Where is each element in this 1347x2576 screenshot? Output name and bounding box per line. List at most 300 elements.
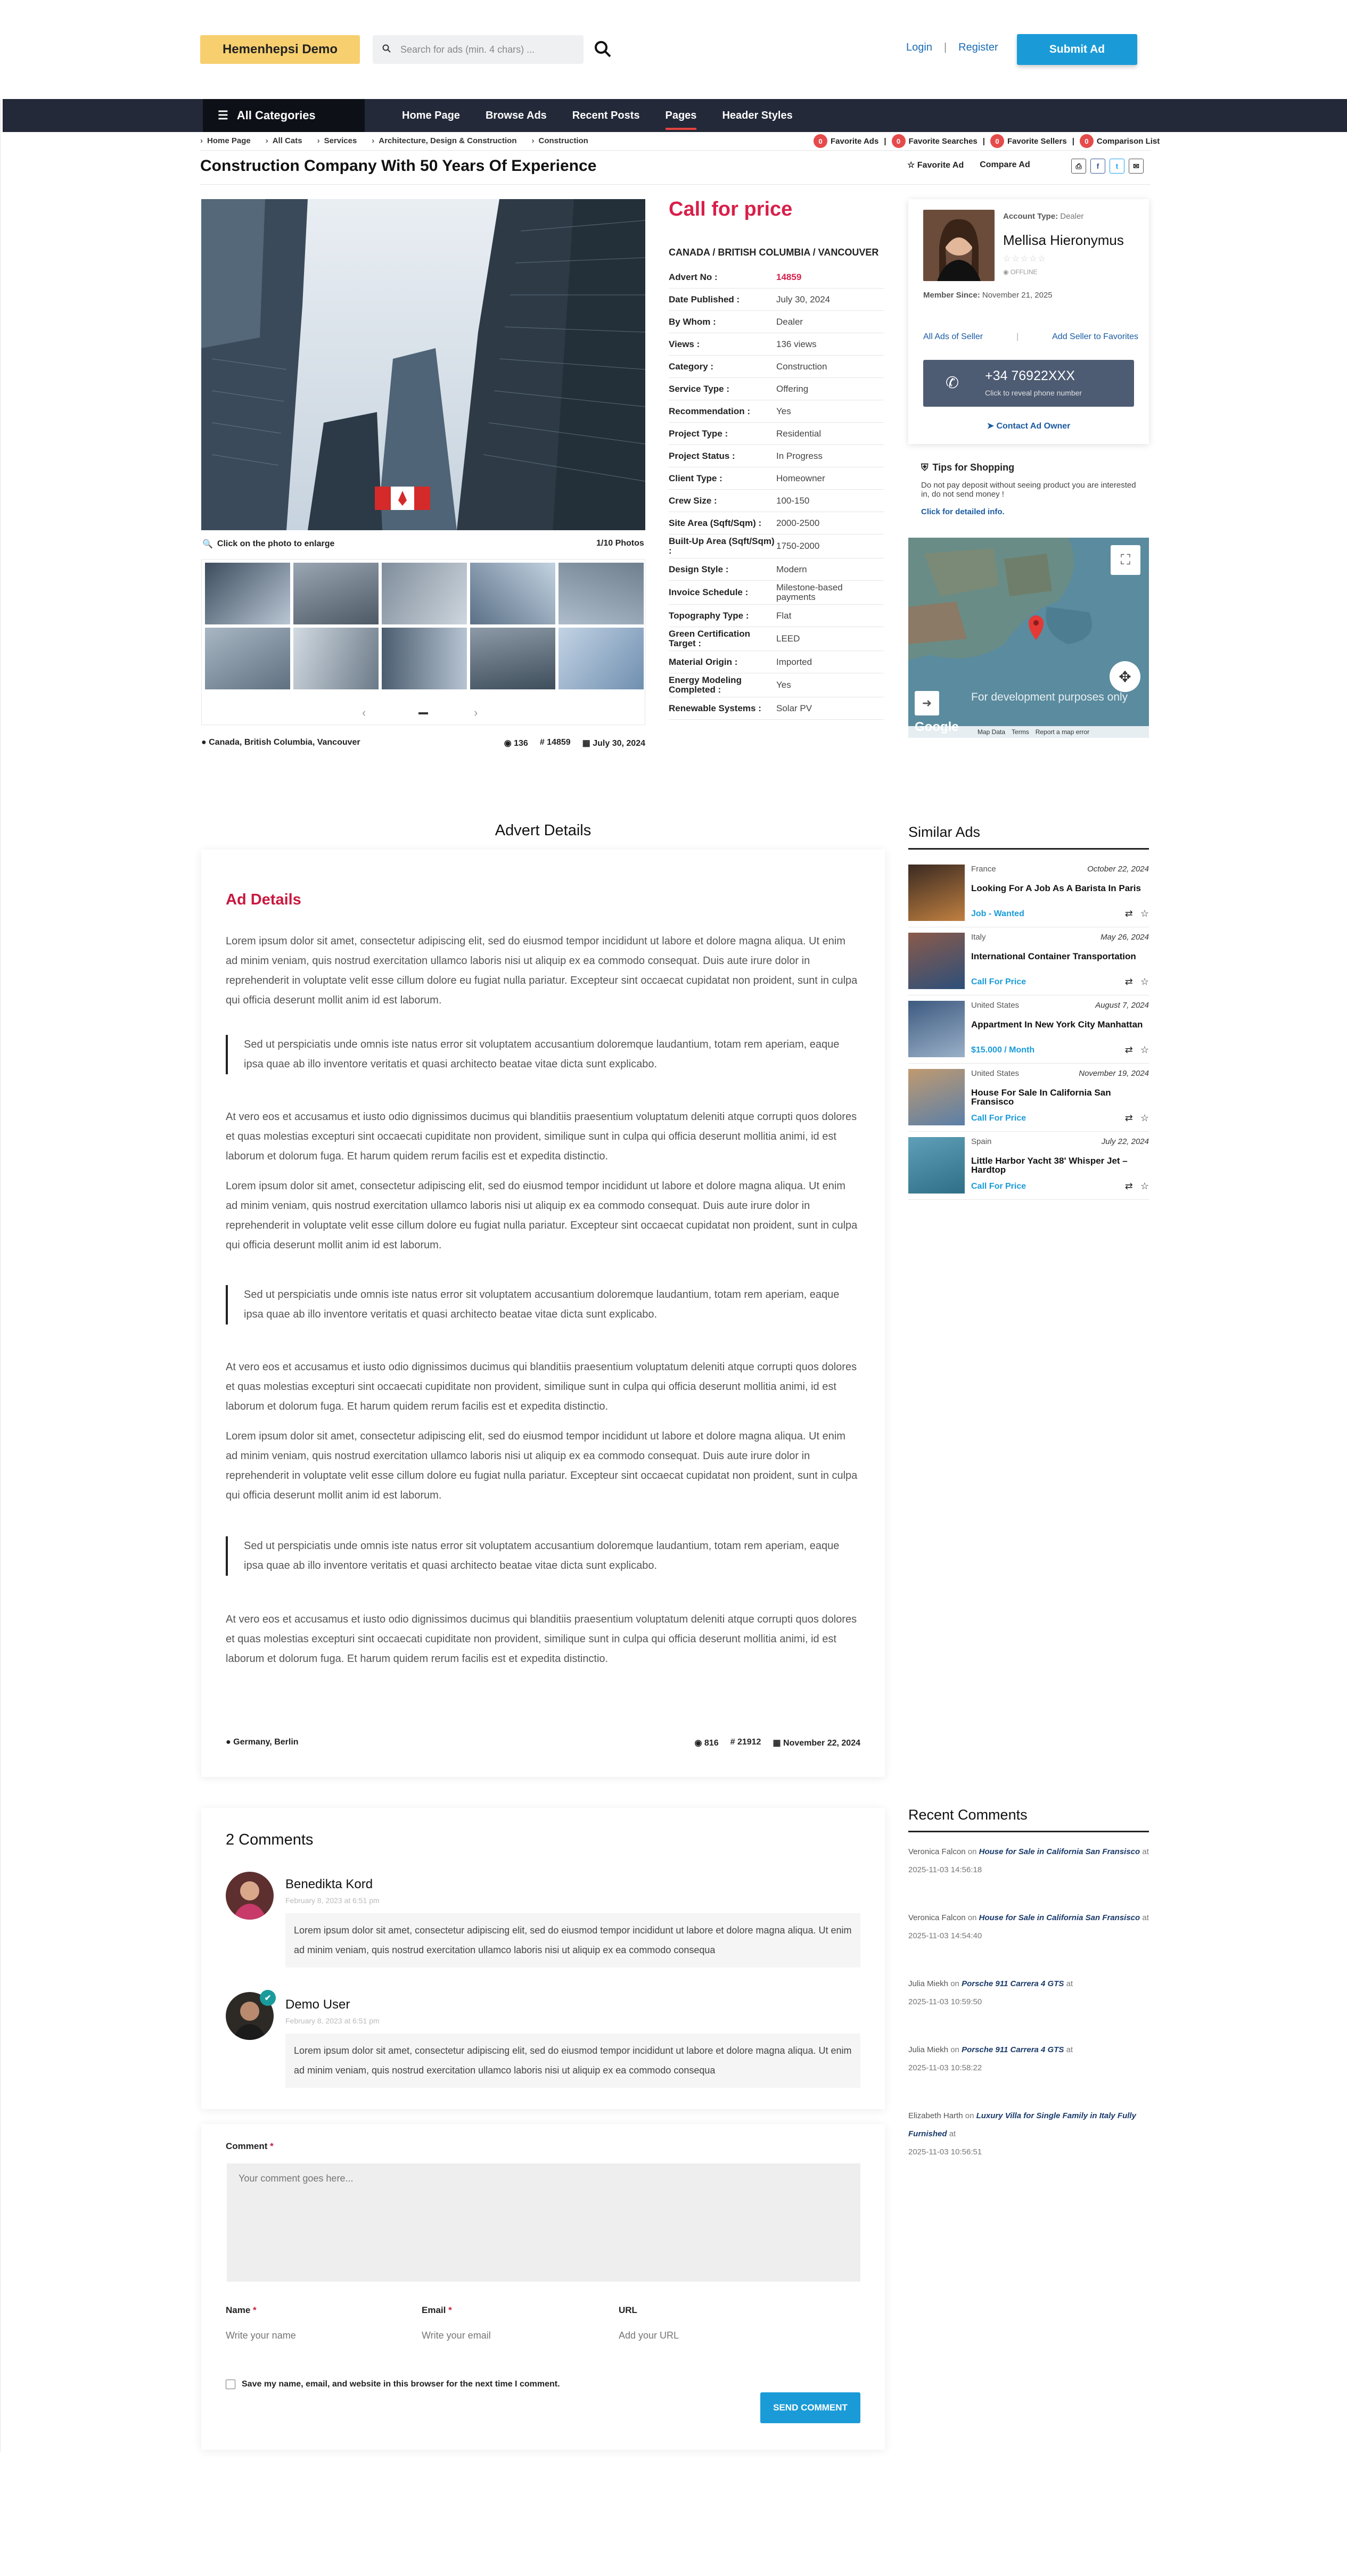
send-comment-button[interactable]: SEND COMMENT <box>760 2392 860 2423</box>
search-icon <box>594 40 612 58</box>
similar-ad-thumbnail[interactable] <box>908 1001 965 1057</box>
main-photo[interactable] <box>201 199 645 530</box>
breadcrumb <box>200 136 588 145</box>
search-input[interactable] <box>373 35 584 64</box>
compare-icon[interactable]: ⇄ <box>1124 1113 1133 1123</box>
location <box>201 738 360 748</box>
date-value: July 30, 2024 <box>593 739 645 748</box>
spec-value: Solar PV <box>776 703 812 713</box>
spec-value: 100-150 <box>776 495 810 506</box>
spec-label: Date Published : <box>669 294 740 304</box>
similar-ad-item[interactable] <box>908 1001 1149 1064</box>
breadcrumb-item[interactable]: › Construction <box>532 136 588 145</box>
similar-ad-thumbnail[interactable] <box>908 865 965 921</box>
similar-ad-title[interactable]: House For Sale In California San Fransisco <box>971 1088 1111 1107</box>
similar-ad-title[interactable]: Looking For A Job As A Barista In Paris <box>971 883 1141 893</box>
gallery-indicator <box>418 712 428 714</box>
spec-row <box>669 445 884 467</box>
send-icon: ➤ <box>987 422 994 431</box>
save-info-option <box>226 2380 560 2389</box>
email-field[interactable] <box>422 2327 597 2343</box>
views <box>694 1738 718 1748</box>
spec-label: By Whom : <box>669 316 716 327</box>
required-marker: * <box>253 2305 257 2315</box>
spec-row <box>669 266 884 289</box>
similar-ad-item[interactable] <box>908 1137 1149 1200</box>
next-photo-icon[interactable]: › <box>474 706 478 719</box>
spec-label: Topography Type : <box>669 610 749 621</box>
similar-ad-thumbnail[interactable] <box>908 1137 965 1194</box>
thumbnail[interactable] <box>558 628 644 689</box>
fullscreen-icon[interactable]: ⛶ <box>1111 545 1140 575</box>
search-icon <box>382 44 391 55</box>
thumbnail[interactable] <box>558 563 644 624</box>
thumbnail-strip <box>201 559 645 725</box>
favorite-ads-link[interactable] <box>814 134 878 148</box>
prev-photo-icon[interactable]: ‹ <box>362 706 366 719</box>
shield-icon: ⛨ <box>921 462 929 473</box>
listing-meta <box>201 738 645 748</box>
spec-label: Material Origin : <box>669 656 738 667</box>
favorites-bar <box>814 134 1160 148</box>
spec-row <box>669 605 884 627</box>
commenter-name: Benedikta Kord <box>285 1877 373 1891</box>
spec-row <box>669 356 884 378</box>
spec-row <box>669 311 884 333</box>
recent-comment-item <box>908 2041 1149 2077</box>
map-camera-control-icon[interactable]: ✥ <box>1110 661 1140 692</box>
recent-comment-post-link[interactable]: Porsche 911 Carrera 4 GTS <box>962 1979 1064 1988</box>
spec-label: Renewable Systems : <box>669 703 761 713</box>
thumbnail[interactable] <box>382 628 467 689</box>
contact-label: Contact Ad Owner <box>996 422 1071 431</box>
status-dot-icon: ◉ <box>1003 268 1009 276</box>
zoom-icon: 🔍 <box>202 540 213 549</box>
similar-ad-country: United States <box>971 1001 1020 1010</box>
spec-value: Milestone-based payments <box>776 582 843 602</box>
spec-row <box>669 512 884 534</box>
spec-row <box>669 423 884 445</box>
similar-ad-price: $15.000 / Month <box>971 1046 1035 1055</box>
comparison-list-link[interactable] <box>1080 134 1160 148</box>
tips-text: Do not pay deposit without seeing product you are interested in, do not send money ! <box>921 481 1136 499</box>
ad-details-heading: Ad Details <box>226 891 301 908</box>
recent-comment-at: at <box>949 2129 956 2138</box>
spec-label: Crew Size : <box>669 495 717 506</box>
spec-row <box>669 289 884 311</box>
email-icon[interactable]: ✉ <box>1129 159 1144 174</box>
spec-label: Site Area (Sqft/Sqm) : <box>669 517 762 528</box>
terms-link[interactable]: Terms <box>1012 728 1029 736</box>
spec-row <box>669 378 884 400</box>
spec-value: Imported <box>776 656 812 667</box>
all-categories-button[interactable] <box>203 99 365 132</box>
photo-count: 1/10 Photos <box>596 539 644 548</box>
similar-ad-thumbnail[interactable] <box>908 933 965 989</box>
recent-comment-post-link[interactable]: House for Sale in California San Fransisco <box>979 1847 1140 1856</box>
compare-icon[interactable]: ⇄ <box>1124 976 1133 987</box>
phone-icon: ✆ <box>946 374 959 392</box>
similar-ad-item[interactable] <box>908 865 1149 927</box>
breadcrumb-item[interactable]: › Architecture, Design & Construction <box>372 136 516 145</box>
recent-comment-on: on <box>967 1913 977 1922</box>
spec-label: Invoice Schedule : <box>669 587 749 597</box>
enlarge-label: Click on the photo to enlarge <box>217 539 335 548</box>
map-pin-icon: ● <box>226 1738 231 1747</box>
id-value: 21912 <box>737 1738 761 1747</box>
spec-label: Built-Up Area (Sqft/Sqm) : <box>669 536 775 556</box>
recent-comment-post-link[interactable]: House for Sale in California San Fransisco <box>979 1913 1140 1922</box>
comment-date: February 8, 2023 at 6:51 pm <box>285 1896 380 1905</box>
recent-comment-on: on <box>967 1847 977 1856</box>
star-icon[interactable]: ☆ <box>1140 976 1149 987</box>
url-field[interactable] <box>619 2327 794 2343</box>
shopping-tips <box>921 462 1145 516</box>
report-map-error-link[interactable]: Report a map error <box>1035 728 1090 736</box>
recent-comment-on: on <box>950 2045 959 2054</box>
comment-date: February 8, 2023 at 6:51 pm <box>285 2017 380 2025</box>
spec-row <box>669 651 884 673</box>
date-value: November 22, 2024 <box>783 1739 860 1748</box>
star-icon: ☆ <box>907 161 915 170</box>
spec-value: 14859 <box>776 271 802 282</box>
map-data-link[interactable]: Map Data <box>978 728 1006 736</box>
recent-comment-date: 2025-11-03 10:58:22 <box>908 2063 982 2072</box>
register-link[interactable]: Register <box>958 42 998 53</box>
nav-item-recent-posts[interactable]: Recent Posts <box>572 109 640 121</box>
all-ads-of-seller-link[interactable]: All Ads of Seller <box>923 332 983 341</box>
favorite-ad-label: Favorite Ad <box>917 161 964 170</box>
map-dev-warning: For development purposes only <box>971 691 1128 703</box>
spec-row <box>669 467 884 490</box>
nav-item-pages[interactable]: Pages <box>653 99 710 132</box>
thumbnail[interactable] <box>382 563 467 624</box>
separator: | <box>982 136 985 146</box>
nav-item-home[interactable]: Home Page <box>402 109 460 121</box>
name-label-text: Name <box>226 2305 251 2315</box>
phone-hint: Click to reveal phone number <box>985 389 1082 397</box>
compare-ad-button[interactable]: Compare Ad <box>980 160 1030 169</box>
eye-icon: ◉ <box>694 1739 702 1748</box>
nav-item-header-styles[interactable]: Header Styles <box>722 109 793 121</box>
spec-value: Construction <box>776 361 827 372</box>
description-quote: Sed ut perspiciatis unde omnis iste natus error sit voluptatem accusantium doloremque laudantium, totam rem aperiam, eaque ipsa quae ab illo inventore veritatis et quasi architecto beatae vitae dicta sunt explicabo. <box>226 1285 859 1324</box>
fav-label: Favorite Ads <box>831 136 879 146</box>
rating-stars: ☆☆☆☆☆ <box>1003 254 1047 264</box>
similar-ad-item[interactable] <box>908 933 1149 995</box>
compare-icon[interactable]: ⇄ <box>1124 908 1133 919</box>
recent-comment-author: Elizabeth Harth <box>908 2111 963 2120</box>
spec-value: Yes <box>776 680 791 690</box>
recent-comment-item <box>908 1843 1149 1879</box>
description-quote: Sed ut perspiciatis unde omnis iste natus error sit voluptatem accusantium doloremque laudantium, totam rem aperiam, eaque ipsa quae ab illo inventore veritatis et quasi architecto beatae vitae dicta sunt explicabo. <box>226 1536 859 1576</box>
fav-label: Favorite Sellers <box>1007 136 1067 146</box>
enlarge-hint <box>202 539 334 549</box>
facebook-icon[interactable]: f <box>1090 159 1105 174</box>
save-info-checkbox[interactable] <box>226 2380 235 2389</box>
spec-label: Recommendation : <box>669 406 751 416</box>
spec-label: Project Status : <box>669 450 735 461</box>
spec-table <box>669 266 884 720</box>
comment-textarea[interactable] <box>227 2163 860 2282</box>
separator: | <box>943 42 947 53</box>
account-type-label: Account Type: <box>1003 212 1058 221</box>
date <box>582 738 645 748</box>
add-seller-to-favorites-link[interactable]: Add Seller to Favorites <box>1052 332 1138 341</box>
recent-comment-item <box>908 1909 1149 1945</box>
recent-comments-heading: Recent Comments <box>908 1807 1149 1832</box>
similar-ad-price: Call For Price <box>971 977 1026 986</box>
comment-text: Lorem ipsum dolor sit amet, consectetur adipiscing elit, sed do eiusmod tempor incididunt ut labore et dolore magna aliqua. Ut enim ad minim veniam, quis nostrud exercitation ullamco laboris nisi ut aliquip ex ea commodo consequa <box>285 1913 860 1968</box>
star-icon[interactable]: ☆ <box>1140 908 1149 919</box>
views-value: 816 <box>704 1739 719 1748</box>
recent-comment-at: at <box>1142 1913 1149 1922</box>
member-since <box>923 291 1053 300</box>
views <box>504 738 528 748</box>
spec-value: In Progress <box>776 450 823 461</box>
count-badge: 0 <box>990 134 1004 148</box>
spec-label: Green Certification Target : <box>669 629 751 648</box>
spec-label: Advert No : <box>669 271 718 282</box>
seller-name[interactable]: Mellisa Hieronymus <box>1003 232 1124 248</box>
reveal-phone-button[interactable] <box>923 360 1134 407</box>
spec-value: Residential <box>776 428 822 439</box>
similar-ads-heading: Similar Ads <box>908 824 1149 850</box>
similar-ad-country: France <box>971 865 996 874</box>
star-icon[interactable]: ☆ <box>1140 1113 1149 1123</box>
location <box>226 1738 299 1748</box>
recent-comment-date: 2025-11-03 10:59:50 <box>908 1997 982 2006</box>
phone-number: +34 76922XXX <box>985 368 1075 383</box>
recent-comment-date: 2025-11-03 10:56:51 <box>908 2147 982 2157</box>
directions-icon[interactable]: ➜ <box>915 691 939 715</box>
views-value: 136 <box>514 739 528 748</box>
main-navbar <box>3 99 1347 132</box>
spec-label: Client Type : <box>669 473 722 483</box>
calendar-icon: ▦ <box>773 1739 781 1748</box>
search-button[interactable] <box>591 37 614 61</box>
star-icon[interactable]: ☆ <box>1140 1181 1149 1191</box>
separator: | <box>884 136 886 146</box>
spec-value: July 30, 2024 <box>776 294 831 304</box>
description-paragraph: At vero eos et accusamus et iusto odio dignissimos ducimus qui blanditiis praesentium voluptatum deleniti atque corrupti quos dolores et quas molestias excepturi sint occaecati cupiditate non provident, similique sunt in culpa qui officia deserunt mollitia animi, id est laborum et dolorum fuga. Et harum quidem rerum facilis est et expedita distinctio. <box>226 1111 857 1162</box>
price: Call for price <box>669 198 793 220</box>
favorite-ad-button[interactable] <box>907 160 964 170</box>
twitter-icon[interactable]: t <box>1110 159 1124 174</box>
required-marker: * <box>270 2141 274 2151</box>
author-badge-icon: ✔ <box>260 1990 276 2006</box>
similar-ad-price: Job - Wanted <box>971 909 1024 918</box>
spec-label: Views : <box>669 339 700 349</box>
recent-comment-item <box>908 1975 1149 2011</box>
spec-row <box>669 558 884 581</box>
url-label: URL <box>619 2305 637 2315</box>
calendar-icon: ▦ <box>582 739 590 748</box>
thumbnail[interactable] <box>470 628 555 689</box>
share-buttons <box>1071 159 1144 174</box>
avatar[interactable] <box>923 210 995 281</box>
comment-label-text: Comment <box>226 2141 268 2151</box>
recent-comment-on: on <box>950 1979 959 1988</box>
map-footer <box>908 726 1149 738</box>
tips-title: Tips for Shopping <box>932 462 1015 473</box>
site-logo[interactable]: Hemenhepsi Demo <box>200 35 360 64</box>
spec-row <box>669 333 884 356</box>
location-map[interactable] <box>908 538 1149 738</box>
similar-ad-date: November 19, 2024 <box>1079 1069 1149 1078</box>
recent-comment-item <box>908 2107 1149 2161</box>
thumbnail[interactable] <box>205 563 290 624</box>
spec-label: Category : <box>669 361 714 372</box>
similar-ad-title[interactable]: Appartment In New York City Manhattan <box>971 1019 1143 1030</box>
spec-value: Flat <box>776 610 792 621</box>
member-since-value: November 21, 2025 <box>982 291 1053 300</box>
page-title: Construction Company With 50 Years Of Experience <box>200 157 597 175</box>
spec-value: Modern <box>776 564 807 574</box>
divider <box>200 150 1151 151</box>
submit-ad-button[interactable]: Submit Ad <box>1017 34 1137 65</box>
online-status <box>1003 268 1038 276</box>
description-paragraph: Lorem ipsum dolor sit amet, consectetur adipiscing elit, sed do eiusmod tempor incididunt ut labore et dolore magna aliqua. Ut enim ad minim veniam, quis nostrud exercitation ullamco laboris nisi ut aliquip ex ea commodo consequat. Duis aute irure dolor in reprehenderit in voluptate velit esse cillum dolore eu fugiat nulla pariatur. Excepteur sint occaecat cupidatat non proident, sunt in culpa qui officia deserunt mollit anim id est laborum. <box>226 935 858 1006</box>
advert-meta <box>226 1738 860 1748</box>
location-text: Canada, British Columbia, Vancouver <box>209 738 360 747</box>
thumbnail[interactable] <box>293 628 379 689</box>
recent-comment-at: at <box>1066 1979 1073 1988</box>
count-badge: 0 <box>892 134 906 148</box>
description-paragraph: Lorem ipsum dolor sit amet, consectetur adipiscing elit, sed do eiusmod tempor incididunt ut labore et dolore magna aliqua. Ut enim ad minim veniam, quis nostrud exercitation ullamco laboris nisi ut aliquip ex ea commodo consequat. Duis aute irure dolor in reprehenderit in voluptate velit esse cillum dolore eu fugiat nulla pariatur. Excepteur sint occaecat cupidatat non proident, sunt in culpa qui officia deserunt mollit anim id est laborum. <box>226 1430 858 1501</box>
breadcrumb-item[interactable]: › All Cats <box>266 136 302 145</box>
advert-id: # 21912 <box>730 1738 761 1747</box>
date <box>773 1738 860 1748</box>
all-categories-label: All Categories <box>236 109 316 122</box>
description-paragraph: At vero eos et accusamus et iusto odio dignissimos ducimus qui blanditiis praesentium voluptatum deleniti atque corrupti quos dolores et quas molestias excepturi sint occaecati cupiditate non provident, similique sunt in culpa qui officia deserunt mollitia animi, id est laborum et dolorum fuga. Et harum quidem rerum facilis est et expedita distinctio. <box>226 1614 857 1665</box>
commenter-name: Demo User <box>285 1997 350 2012</box>
spec-label: Energy Modeling Completed : <box>669 675 742 695</box>
description-quote: Sed ut perspiciatis unde omnis iste natus error sit voluptatem accusantium doloremque laudantium, totam rem aperiam, eaque ipsa quae ab illo inventore veritatis et quasi architecto beatae vitae dicta sunt explicabo. <box>226 1035 859 1074</box>
spec-row <box>669 673 884 697</box>
spec-row <box>669 534 884 558</box>
separator: | <box>1016 332 1019 341</box>
comment-text: Lorem ipsum dolor sit amet, consectetur adipiscing elit, sed do eiusmod tempor incididunt ut labore et dolore magna aliqua. Ut enim ad minim veniam, quis nostrud exercitation ullamco laboris nisi ut aliquip ex ea commodo consequa <box>285 2034 860 2088</box>
breadcrumb-item[interactable]: › Home Page <box>200 136 251 145</box>
status-text: OFFLINE <box>1010 268 1038 276</box>
star-icon[interactable]: ☆ <box>1140 1044 1149 1055</box>
tab-advert-details[interactable]: Advert Details <box>201 822 885 853</box>
seller-card <box>908 199 1149 444</box>
similar-ad-date: October 22, 2024 <box>1087 865 1149 874</box>
account-type <box>1003 212 1083 221</box>
similar-ad-country: United States <box>971 1069 1020 1078</box>
name-field[interactable] <box>226 2327 401 2343</box>
recent-comment-date: 2025-11-03 14:56:18 <box>908 1865 982 1874</box>
tips-link[interactable]: Click for detailed info. <box>921 507 1005 516</box>
recent-comment-at: at <box>1066 2045 1073 2054</box>
page-edge <box>0 99 3 2452</box>
nav-item-browse-ads[interactable]: Browse Ads <box>485 109 547 121</box>
count-badge: 0 <box>814 134 827 148</box>
id-value: 14859 <box>547 738 571 747</box>
spec-value: Homeowner <box>776 473 825 483</box>
similar-ad-date: July 22, 2024 <box>1101 1137 1149 1146</box>
seller-photo <box>923 210 995 281</box>
recent-comment-author: Veronica Falcon <box>908 1913 966 1922</box>
similar-ad-title[interactable]: Little Harbor Yacht 38' Whisper Jet – Hardtop <box>971 1156 1128 1175</box>
spec-value: Yes <box>776 406 791 416</box>
map-pin-icon: ● <box>201 738 207 747</box>
nav-menu <box>389 99 806 132</box>
menu-icon: ☰ <box>218 109 228 122</box>
eye-icon: ◉ <box>504 739 512 748</box>
similar-ad-thumbnail[interactable] <box>908 1069 965 1125</box>
spec-value: 1750-2000 <box>776 541 820 551</box>
recent-comment-author: Julia Miekh <box>908 1979 949 1988</box>
similar-ad-country: Italy <box>971 933 986 942</box>
location-text: Germany, Berlin <box>233 1738 299 1747</box>
thumbnail[interactable] <box>205 628 290 689</box>
account-type-value: Dealer <box>1060 212 1084 221</box>
recent-comment-author: Veronica Falcon <box>908 1847 966 1856</box>
recent-comment-author: Julia Miekh <box>908 2045 949 2054</box>
member-since-label: Member Since: <box>923 291 980 300</box>
fav-label: Comparison List <box>1096 136 1160 146</box>
divider <box>200 184 1151 185</box>
thumbnail[interactable] <box>293 563 379 624</box>
similar-ad-date: August 7, 2024 <box>1095 1001 1149 1010</box>
recent-comment-post-link[interactable]: Luxury Villa for Single Family in Italy Fully Furnished <box>908 2111 1136 2138</box>
search-placeholder: Search for ads (min. 4 chars) ... <box>400 44 535 55</box>
spec-row <box>669 627 884 651</box>
recent-comment-date: 2025-11-03 14:54:40 <box>908 1931 982 1940</box>
login-link[interactable]: Login <box>906 42 932 53</box>
similar-ad-country: Spain <box>971 1137 992 1146</box>
recent-comment-post-link[interactable]: Porsche 911 Carrera 4 GTS <box>962 2045 1064 2054</box>
similar-ad-title[interactable]: International Container Transportation <box>971 951 1136 961</box>
print-icon[interactable]: ⎙ <box>1071 159 1086 174</box>
fav-label: Favorite Searches <box>908 136 978 146</box>
description-paragraph: Lorem ipsum dolor sit amet, consectetur adipiscing elit, sed do eiusmod tempor incididunt ut labore et dolore magna aliqua. Ut enim ad minim veniam, quis nostrud exercitation ullamco laboris nisi ut aliquip ex ea commodo consequat. Duis aute irure dolor in reprehenderit in voluptate velit esse cillum dolore eu fugiat nulla pariatur. Excepteur sint occaecat cupidatat non proident, sunt in culpa qui officia deserunt mollit anim id est laborum. <box>226 1180 858 1251</box>
count-badge: 0 <box>1080 134 1094 148</box>
compare-icon[interactable]: ⇄ <box>1124 1181 1133 1191</box>
separator: | <box>1072 136 1074 146</box>
compare-icon[interactable]: ⇄ <box>1124 1044 1133 1055</box>
avatar <box>226 1872 274 1920</box>
breadcrumb-item[interactable]: › Services <box>317 136 357 145</box>
thumbnail[interactable] <box>470 563 555 624</box>
building-photo <box>201 199 645 530</box>
required-marker: * <box>448 2305 452 2315</box>
spec-label: Project Type : <box>669 428 728 439</box>
favorite-sellers-link[interactable] <box>990 134 1067 148</box>
spec-value: Offering <box>776 383 809 394</box>
save-info-label: Save my name, email, and website in this browser for the next time I comment. <box>242 2380 560 2389</box>
spec-row <box>669 697 884 720</box>
spec-label: Service Type : <box>669 383 730 394</box>
name-label <box>226 2305 257 2316</box>
favorite-searches-link[interactable] <box>892 134 978 148</box>
email-label <box>422 2305 452 2316</box>
similar-ad-date: May 26, 2024 <box>1100 933 1149 942</box>
comments-heading: 2 Comments <box>226 1831 314 1848</box>
similar-ad-price: Call For Price <box>971 1114 1026 1123</box>
contact-ad-owner-link[interactable] <box>908 421 1149 431</box>
tips-heading <box>921 462 1145 473</box>
similar-ad-item[interactable] <box>908 1069 1149 1132</box>
spec-label: Design Style : <box>669 564 729 574</box>
spec-row <box>669 490 884 512</box>
spec-value: Dealer <box>776 316 803 327</box>
spec-row <box>669 581 884 605</box>
email-label-text: Email <box>422 2305 446 2315</box>
